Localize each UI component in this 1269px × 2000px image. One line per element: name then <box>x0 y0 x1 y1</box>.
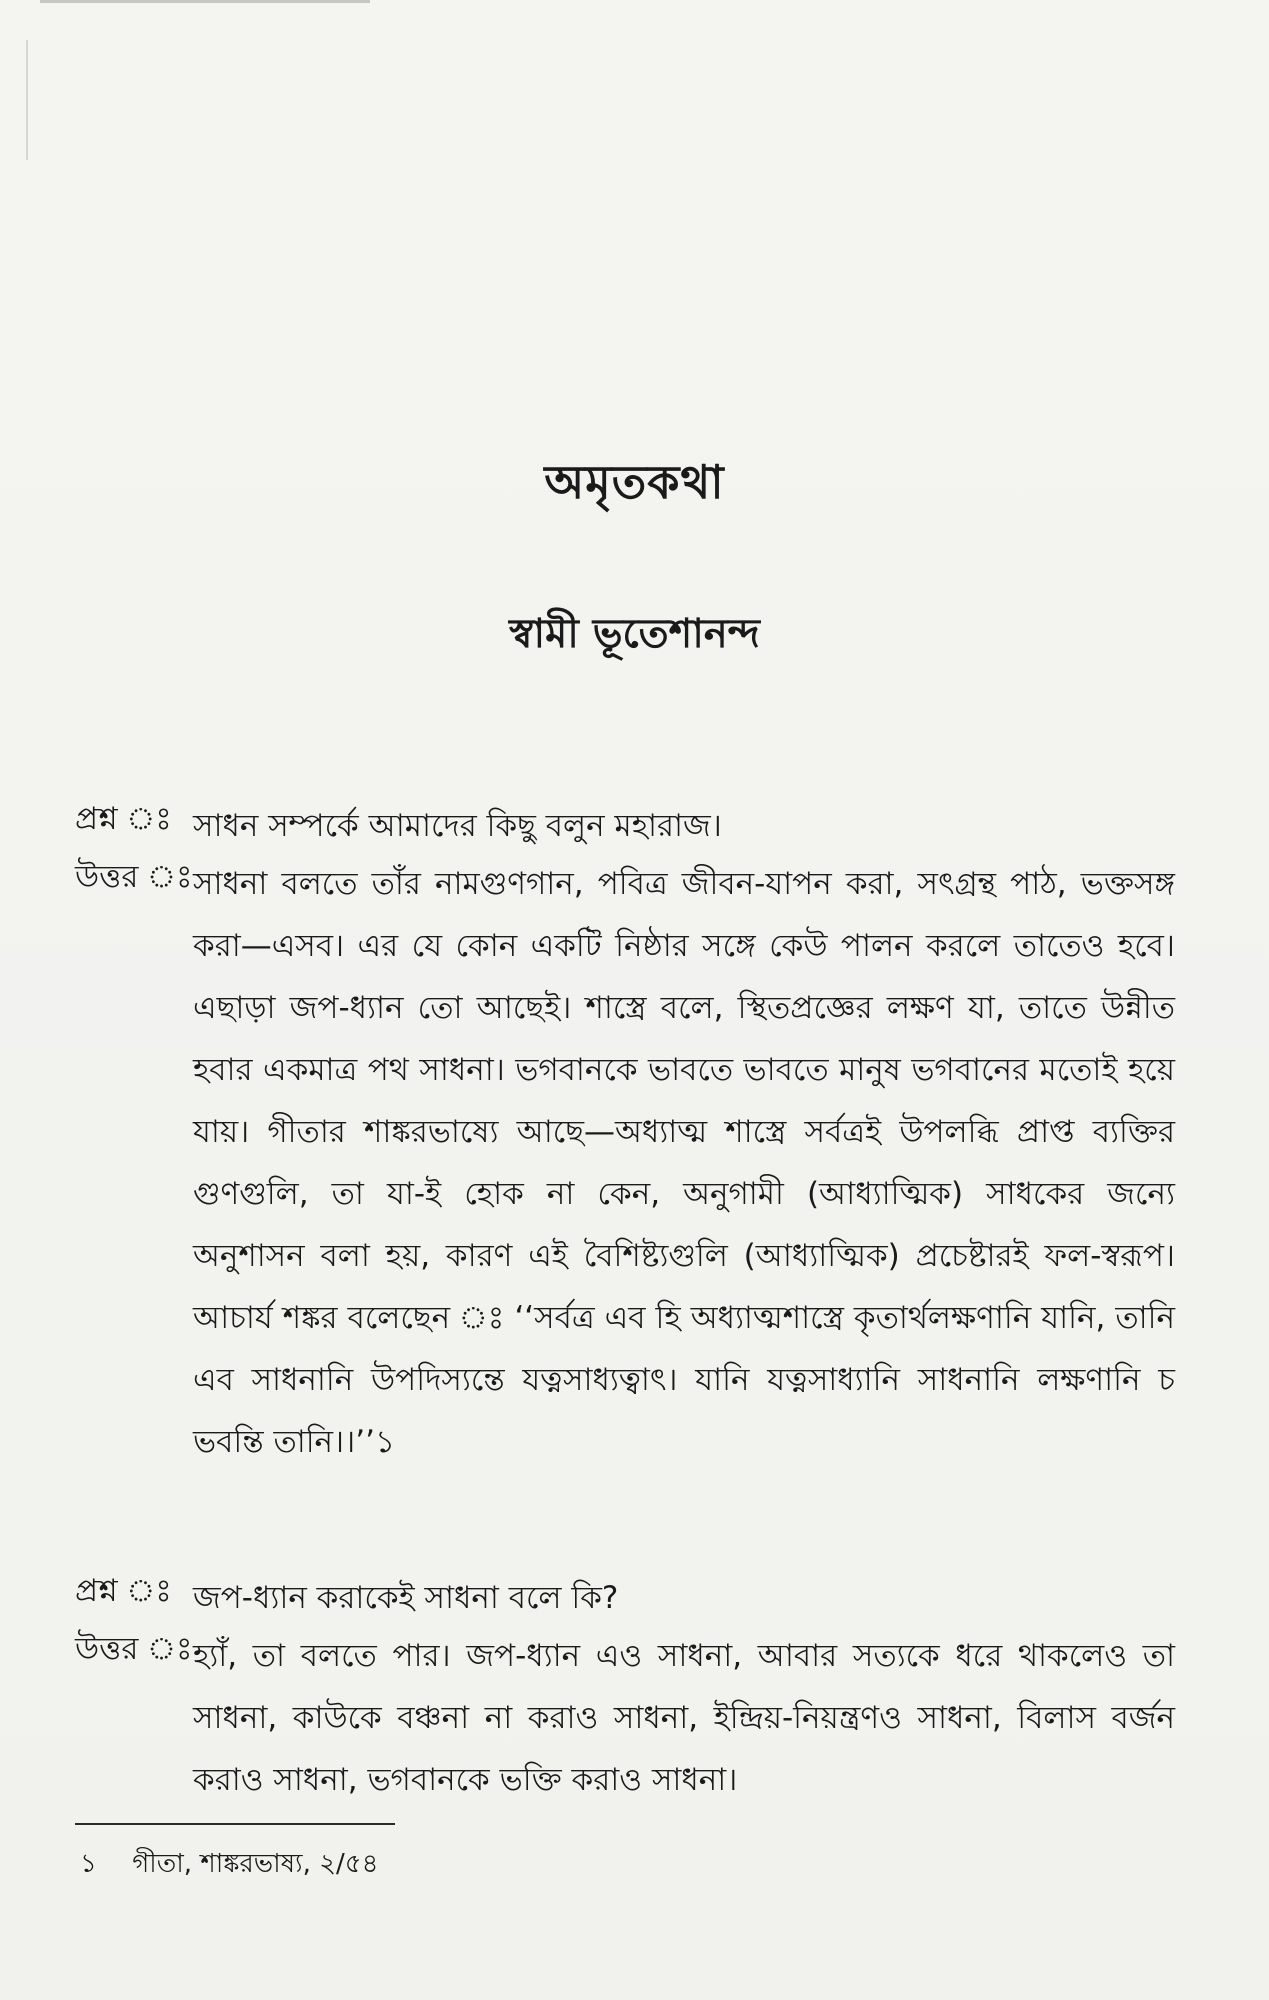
footnote-text: গীতা, শাঙ্করভাষ্য, ২/৫৪ <box>132 1849 379 1879</box>
page-crease <box>26 40 28 160</box>
answer-label: উত্তর ঃ <box>75 859 193 895</box>
question-label: প্রশ্ন ঃ <box>75 1573 172 1609</box>
footnote-divider <box>75 1823 395 1825</box>
page-edge-shadow <box>40 0 370 3</box>
answer-2 <box>75 1625 1175 1811</box>
question-2 <box>75 1567 1175 1629</box>
answer-text: সাধনা বলতে তাঁর নামগুণগান, পবিত্র জীবন-যাপন করা, সৎগ্রন্থ পাঠ, ভক্তসঙ্গ করা—এসব। এর যে কোন একটি নিষ্ঠার সঙ্গে কেউ পালন করলে তাতেও হবে। এছাড়া জপ-ধ্যান তো আছেই। শাস্ত্রে বলে, স্থিতপ্রজ্ঞের লক্ষণ যা, তাতে উন্নীত হবার একমাত্র পথ সাধনা। ভগবানকে ভাবতে ভাবতে মানুষ ভগবানের মতোই হয়ে যায়। গীতার শাঙ্করভাষ্যে আছে—অধ্যাত্ম শাস্ত্রে সর্বত্রই উপলব্ধি প্রাপ্ত ব্যক্তির গুণগুলি, তা যা-ই হোক না কেন, অনুগামী (আধ্যাত্মিক) সাধকের জন্যে অনুশাসন বলা হয়, কারণ এই বৈশিষ্ট্যগুলি (আধ্যাত্মিক) প্রচেষ্টারই ফল-স্বরূপ। আচার্য শঙ্কর বলেছেন ঃ ‘‘সর্বত্র এব হি অধ্যাত্মশাস্ত্রে কৃতার্থলক্ষণানি যানি, তানি এব সাধনানি উপদিস্যন্তে যত্নসাধ্যত্বাৎ। যানি যত্নসাধ্যানি সাধনানি লক্ষণানি চ ভবন্তি তানি।।’’১ <box>193 866 1175 1460</box>
chapter-title: অমৃতকথা <box>544 455 725 509</box>
answer-text: হ্যাঁ, তা বলতে পার। জপ-ধ্যান এও সাধনা, আবার সত্যকে ধরে থাকলেও তা সাধনা, কাউকে বঞ্চনা না করাও সাধনা, ইন্দ্রিয়-নিয়ন্ত্রণও সাধনা, বিলাস বর্জন করাও সাধনা, ভগবানকে ভক্তি করাও সাধনা। <box>193 1638 1175 1798</box>
question-1 <box>75 795 1175 857</box>
footnote-mark: ১ <box>80 1849 97 1879</box>
question-text: জপ-ধ্যান করাকেই সাধনা বলে কি? <box>193 1580 619 1616</box>
author-name: স্বামী ভূতেশানন্দ <box>509 611 760 657</box>
footnote <box>80 1843 379 1887</box>
answer-1 <box>75 853 1175 1473</box>
answer-label: উত্তর ঃ <box>75 1631 193 1667</box>
question-text: সাধন সম্পর্কে আমাদের কিছু বলুন মহারাজ। <box>193 808 722 844</box>
question-label: প্রশ্ন ঃ <box>75 801 172 837</box>
